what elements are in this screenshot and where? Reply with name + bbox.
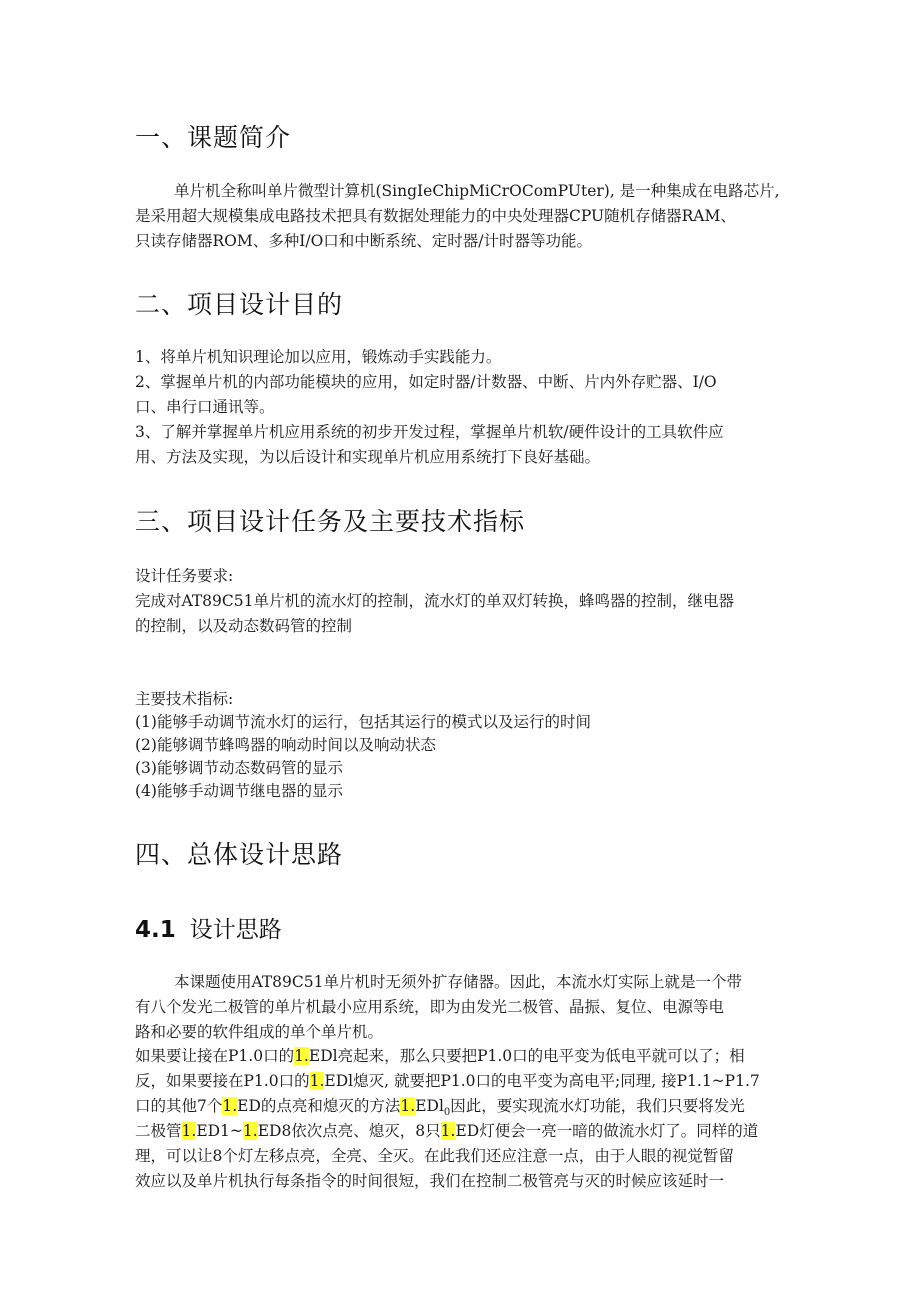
- text-run: EDl亮起来，那么只要把P1.0口的电平变为低电平就可以了；相: [308, 1047, 745, 1065]
- text-run: ED1~: [196, 1122, 243, 1140]
- section-2-heading: 二、项目设计目的: [135, 290, 344, 319]
- subsection-number: 4.1: [135, 917, 176, 943]
- highlighted-text: 1.: [242, 1122, 258, 1140]
- highlighted-text: 1.: [400, 1097, 416, 1115]
- s4-paragraph-2-line-2: [135, 1070, 760, 1092]
- text-run: 二极管: [135, 1122, 182, 1140]
- section-3-heading: 三、项目设计任务及主要技术指标: [135, 507, 526, 536]
- s3-task-line-1: 完成对AT89C51单片机的流水灯的控制，流水灯的单双灯转换，蜂鸣器的控制，继电器: [135, 592, 734, 610]
- s2-item-1: 1、将单片机知识理论加以应用，锻炼动手实践能力。: [135, 348, 502, 366]
- s1-paragraph-line-2: 是采用超大规模集成电路技术把具有数据处理能力的中央处理器CPU随机存储器RAM、: [135, 207, 736, 225]
- text-run: 反，如果要接在P1.0口的: [135, 1072, 310, 1090]
- s3-spec-heading: 主要技术指标:: [135, 690, 234, 708]
- highlighted-text: 1.: [440, 1122, 456, 1140]
- subsection-title: 设计思路: [189, 917, 282, 943]
- s3-task-line-2: 的控制，以及动态数码管的控制: [135, 617, 353, 635]
- s2-item-3-line-2: 用、方法及实现，为以后设计和实现单片机应用系统打下良好基础。: [135, 448, 601, 466]
- s2-item-2-line-1: 2、掌握单片机的内部功能模块的应用，如定时器/计数器、中断、片内外存贮器、I/O: [135, 373, 717, 391]
- s3-spec-1: (1)能够手动调节流水灯的运行，包括其运行的模式以及运行的时间: [135, 713, 591, 731]
- s3-spec-4: (4)能够手动调节继电器的显示: [135, 782, 343, 800]
- section-4-heading: 四、总体设计思路: [135, 840, 344, 869]
- s4-paragraph-2-line-6: 效应以及单片机执行每条指令的时间很短，我们在控制二极管亮与灭的时候应该延时一: [135, 1172, 725, 1190]
- highlighted-text: 1.: [294, 1047, 309, 1065]
- subsection-4-1-heading: [135, 911, 282, 944]
- s4-paragraph-1-line-1: 本课题使用AT89C51单片机时无须外扩存储器。因此，本流水灯实际上就是一个带: [174, 973, 742, 991]
- s4-paragraph-2-line-5: 理，可以让8个灯左移点亮，全亮、全灭。在此我们还应注意一点，由于人眼的视觉暂留: [135, 1147, 734, 1165]
- s1-paragraph-line-1: 单片机全称叫单片微型计算机(SingIeChipMiCrOComPUter), 是一种集成在电路芯片,: [174, 182, 780, 200]
- s2-item-3-line-1: 3、了解并掌握单片机应用系统的初步开发过程，掌握单片机软/硬件设计的工具软件应: [135, 423, 724, 441]
- text-run: EDl: [415, 1097, 444, 1115]
- s3-spec-3: (3)能够调节动态数码管的显示: [135, 759, 343, 777]
- text-run: ED灯便会一亮一暗的做流水灯了。同样的道: [455, 1122, 759, 1140]
- s1-paragraph-line-3: 只读存储器ROM、多种I/O口和中断系统、定时器/计时器等功能。: [135, 232, 593, 250]
- s4-paragraph-1-line-3: 路和必要的软件组成的单个单片机。: [135, 1023, 384, 1041]
- s3-task-heading: 设计任务要求:: [135, 567, 234, 585]
- highlighted-text: 1.: [181, 1122, 197, 1140]
- text-run: EDl熄灭, 就要把P1.0口的电平变为高电平;同理, 接P1.1~P1.7: [324, 1072, 760, 1090]
- s4-paragraph-1-line-2: 有八个发光二极管的单片机最小应用系统，即为由发光二极管、晶振、复位、电源等电: [135, 998, 725, 1016]
- s4-paragraph-2-line-1: [135, 1045, 745, 1067]
- highlighted-text: 1.: [222, 1097, 238, 1115]
- text-run: 口的其他7个: [135, 1097, 223, 1115]
- text-run: ED8依次点亮、熄灭，8只: [257, 1122, 441, 1140]
- s4-paragraph-2-line-4: [135, 1120, 758, 1142]
- text-run: 因此，要实现流水灯功能，我们只要将发光: [450, 1097, 745, 1115]
- highlighted-text: 1.: [309, 1072, 325, 1090]
- text-run: ED的点亮和熄灭的方法: [237, 1097, 401, 1115]
- s3-spec-2: (2)能够调节蜂鸣器的响动时间以及响动状态: [135, 736, 436, 754]
- s2-item-2-line-2: 口、串行口通讯等。: [135, 398, 275, 416]
- section-1-heading: 一、课题简介: [135, 123, 292, 152]
- subscript-text: 0: [443, 1107, 451, 1119]
- text-run: 如果要让接在P1.0口的: [135, 1047, 295, 1065]
